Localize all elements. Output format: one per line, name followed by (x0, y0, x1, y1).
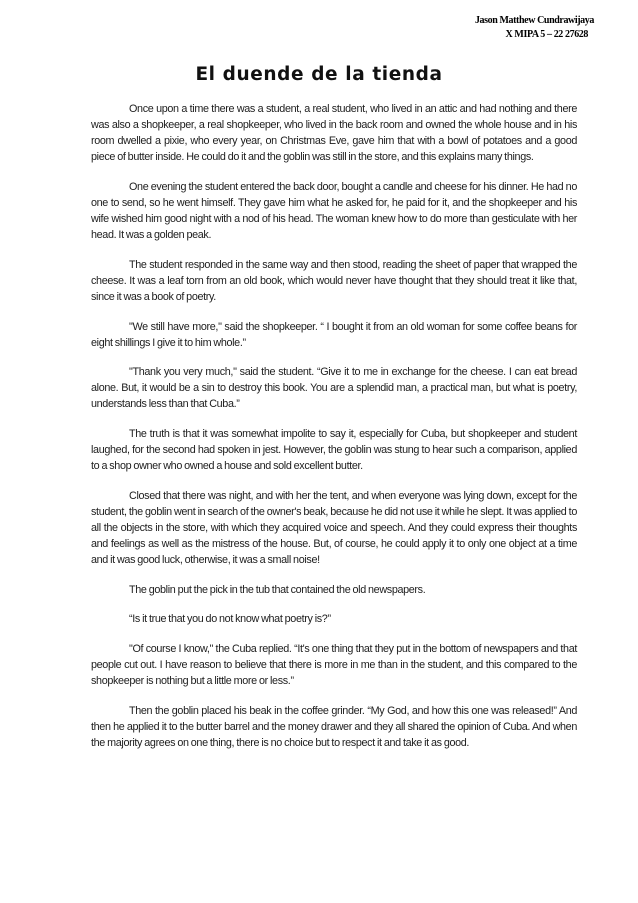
paragraph: “Is it true that you do not know what poetry is?” (129, 613, 331, 626)
paragraph: Once upon a time there was a student, a real student, who lived in an attic and had nothing and there was also a shopkeeper, a real shopkeeper, who lived in the back room and owned the whole house and in his room dwelled a pixie, who every year, on Christmas Eve, gave him that with a bowl of potatoes and a good piece of butter inside. He could do it and the goblin was still in the store, and this explains many things. (91, 103, 577, 164)
paragraph: Closed that there was night, and with her the tent, and when everyone was lying down, except for the student, the goblin went in search of the owner's beak, because he did not use it while he slept. It was applied to all the objects in the store, with which they acquired voice and speech. And they could express their thoughts and feelings as well as the mistress of the house. But, of course, he could apply it to only one object at a time and it was good luck, otherwise, it was a small noise! (91, 489, 577, 567)
paragraph: The truth is that it was somewhat impolite to say it, especially for Cuba, but shopkeeper and student laughed, for the second had spoken in jest. However, the goblin was stung to hear such a comparison, applied to a shop owner who owned a house and sold excellent butter. (91, 428, 577, 473)
paragraph: "Of course I know," the Cuba replied. “It's one thing that they put in the bottom of newspapers and that people cut out. I have reason to believe that there is more in me than in the student, and this compared to the shopkeeper is nothing but a little more or less.” (91, 642, 577, 688)
author-class: X MIPA 5 – 22 27628 (505, 29, 588, 40)
paragraph: The goblin put the pick in the tub that contained the old newspapers. (129, 583, 426, 596)
story-body (91, 101, 577, 765)
paragraph: "Thank you very much," said the student. “Give it to me in exchange for the cheese. I can eat bread alone. But, it would be a sin to destroy this book. You are a splendid man, a practical man, but what is poetry, understands less than that Cuba.” (91, 366, 577, 411)
page-title: El duende de la tienda (195, 64, 443, 85)
paragraph: The student responded in the same way and then stood, reading the sheet of paper that wrapped the cheese. It was a leaf torn from an old book, which would never have thought that they should treat it like that, since it was a book of poetry. (91, 258, 577, 303)
paragraph: One evening the student entered the back door, bought a candle and cheese for his dinner. He had no one to send, so he went himself. They gave him what he asked for, he paid for it, and the shopkeeper and his wife wished him good night with a nod of his head. The woman knew how to do more than gesticulate with her head. It was a golden peak. (91, 180, 577, 242)
paragraph: "We still have more," said the shopkeeper. “ I bought it from an old woman for some coffee beans for eight shillings I give it to him whole.” (91, 320, 577, 349)
paragraph: Then the goblin placed his beak in the coffee grinder. “My God, and how this one was released!” And then he applied it to the butter barrel and the money drawer and they all shared the opinion of Cuba. And when the majority agrees on one thing, there is no choice but to respect it and take it as good. (91, 704, 577, 749)
author-name: Jason Matthew Cundrawijaya (474, 15, 594, 26)
author-block (475, 14, 594, 42)
